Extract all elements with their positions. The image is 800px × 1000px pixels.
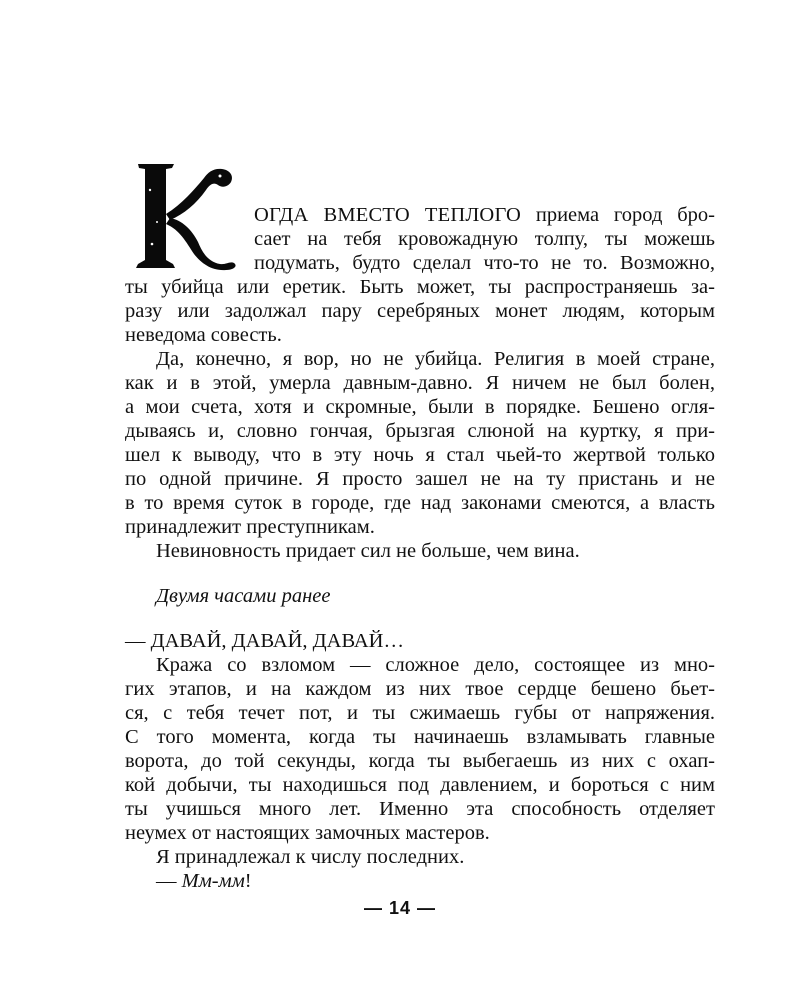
dropcap-letter	[130, 160, 248, 272]
paragraph-2-line-3: а мои счета, хотя и скромные, были в порядке. Бешено огля-	[125, 396, 715, 418]
paragraph-4-line-8: неумех от настоящих замочных мастеров.	[125, 822, 490, 844]
paragraph-4-line-6: кой добычи, ты находишься под давлением, и бороться с ним	[125, 774, 715, 796]
paragraph-2-line-5: шел к выводу, что в эту ночь я стал чьей-то жертвой только	[125, 444, 715, 466]
dialogue-end: !	[244, 870, 252, 892]
paragraph-4-line-5: ворота, до той секунды, когда ты выбегаешь из них с охап-	[125, 750, 715, 772]
page-number: — 14 —	[363, 898, 437, 918]
paragraph-2-line-7: в то время суток в городе, где над законами смеются, а власть	[125, 492, 715, 514]
dropcap-speck	[219, 175, 222, 178]
paragraph-4-line-1: Кража со взломом — сложное дело, состоящее из мно-	[156, 654, 715, 676]
paragraph-1-line-5: разу или задолжал пару серебряных монет людям, которым	[125, 300, 715, 322]
section-heading: Двумя часами ранее	[156, 585, 331, 607]
paragraph-1-line-2: сает на тебя кровожадную толпу, ты можешь	[254, 228, 715, 250]
paragraph-2-line-1: Да, конечно, я вор, но не убийца. Религия в моей стране,	[156, 348, 715, 370]
paragraph-2-line-4: дываясь и, словно гончая, брызгая слюной на куртку, я при-	[125, 420, 715, 442]
dialogue-italic: Мм-мм	[181, 870, 245, 892]
dropcap-lower-leg	[166, 218, 236, 270]
paragraph-4-line-7: ты учишься много лет. Именно эта способность отделяет	[125, 798, 715, 820]
dropcap-speck	[156, 221, 158, 223]
lead-in-caps: ОГДА ВМЕСТО ТЕПЛОГО	[254, 204, 521, 226]
paragraph-2-line-2: как и в этой, умерла давным-давно. Я ничем не был болен,	[125, 372, 715, 394]
dropcap-speck	[151, 243, 154, 246]
line-text: приема город бро-	[521, 204, 715, 226]
paragraph-2-line-8: принадлежит преступникам.	[125, 516, 375, 538]
paragraph-4-line-2: гих этапов, и на каждом из них твое сердце бешено бьет-	[125, 678, 715, 700]
paragraph-4-line-4: С того момента, когда ты начинаешь взламывать главные	[125, 726, 715, 748]
paragraph-3: Невиновность придает сил не больше, чем вина.	[156, 540, 580, 562]
paragraph-4-line-3: ся, с тебя течет пот, и ты сжимаешь губы от напряжения.	[125, 702, 715, 724]
paragraph-2-line-6: по одной причине. Я просто зашел не на ту пристань и не	[125, 468, 715, 490]
paragraph-5: Я принадлежал к числу последних.	[156, 846, 465, 868]
paragraph-1-line-1	[254, 203, 715, 227]
paragraph-1-line-3: подумать, будто сделал что-то не то. Возможно,	[254, 252, 715, 274]
dropcap-upper-arm	[166, 169, 232, 220]
dropcap-k-glyph	[130, 160, 248, 272]
dialogue-dash: —	[156, 870, 182, 892]
paragraph-1-line-4: ты убийца или еретик. Быть может, ты распространяешь за-	[125, 276, 715, 298]
dialogue-1: — ДАВАЙ, ДАВАЙ, ДАВАЙ…	[125, 630, 404, 652]
dropcap-speck	[149, 189, 151, 191]
dialogue-2	[156, 869, 715, 893]
paragraph-1-line-6: неведома совесть.	[125, 324, 282, 346]
